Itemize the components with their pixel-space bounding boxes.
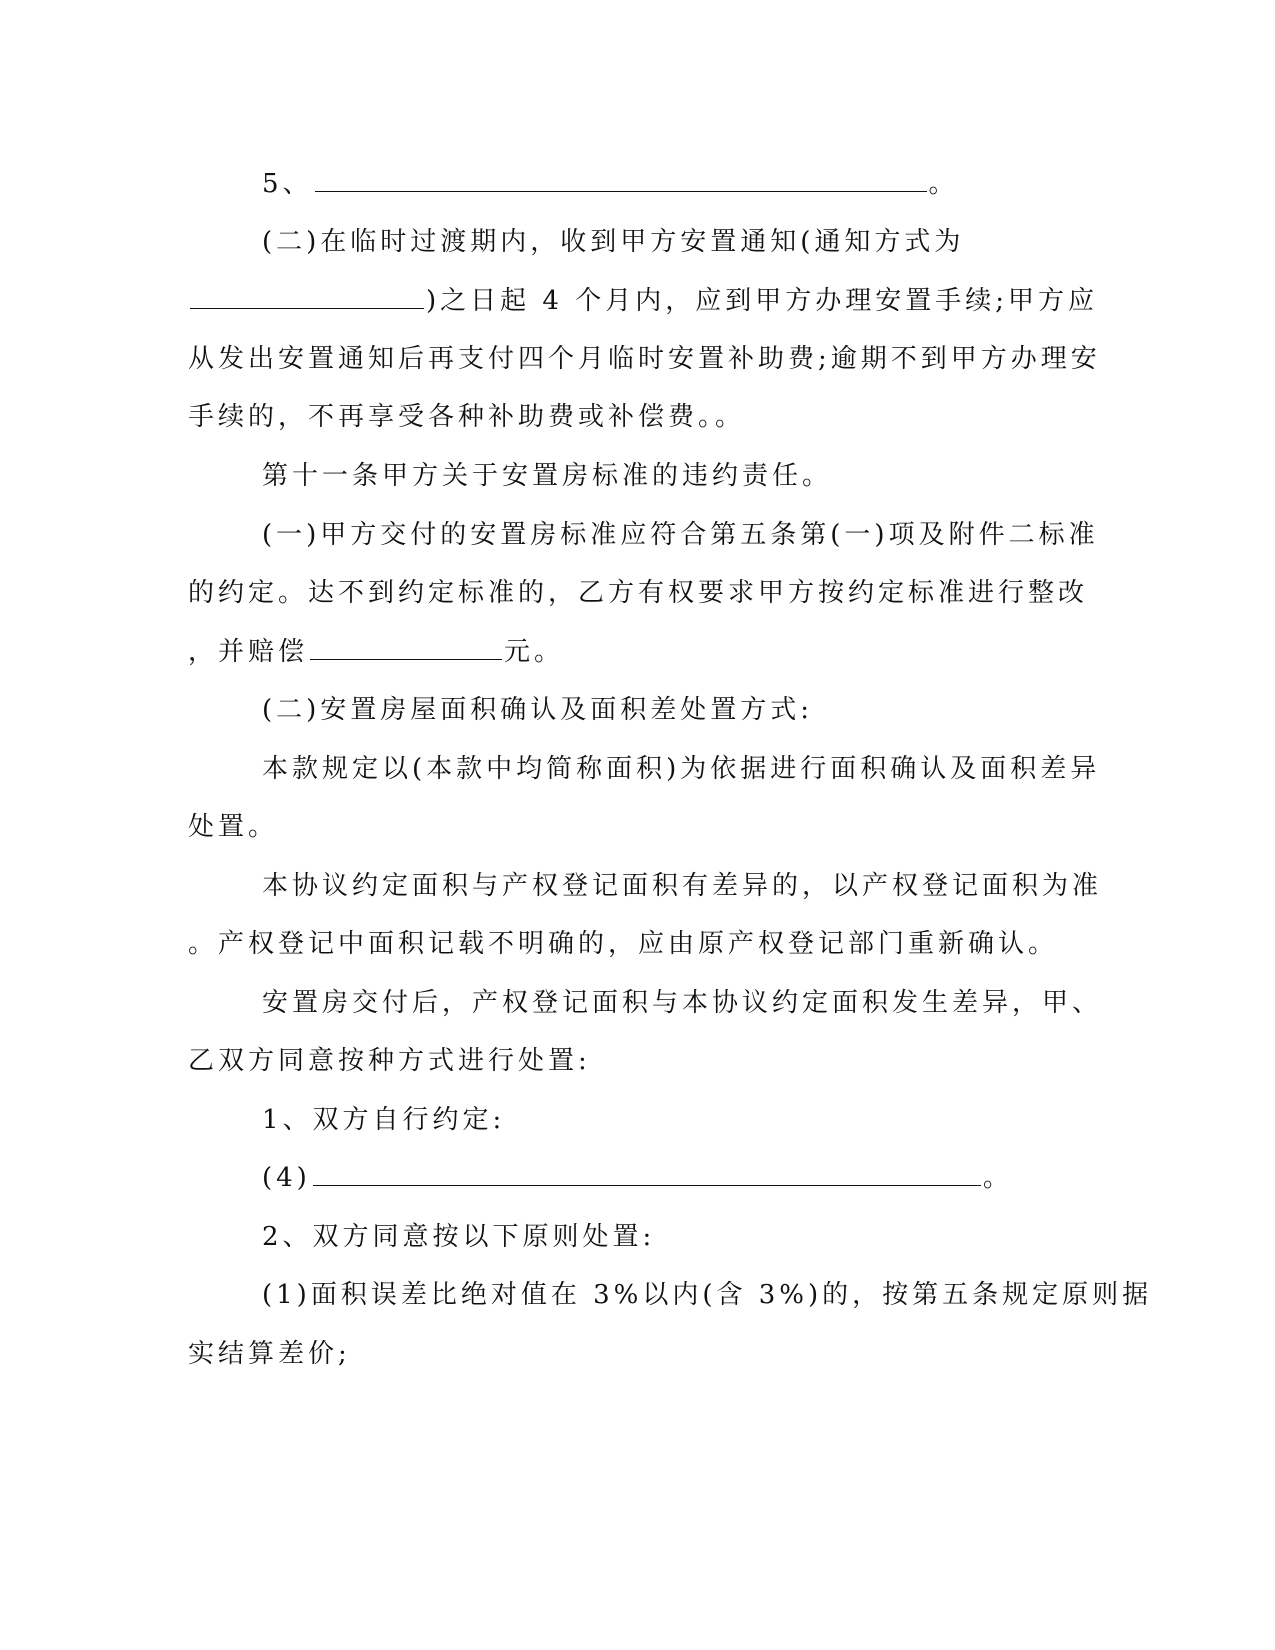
paragraph-line: 实结算差价; [188, 1339, 351, 1369]
item-4-prefix: (4) [262, 1163, 311, 1193]
paragraph-line: 本协议约定面积与产权登记面积有差异的，以产权登记面积为准 [262, 871, 1103, 901]
paragraph-line: 安置房交付后，产权登记面积与本协议约定面积发生差异，甲、 [262, 988, 1103, 1018]
clause-item-5 [262, 167, 1162, 201]
paragraph-line: 的约定。达不到约定标准的，乙方有权要求甲方按约定标准进行整改 [188, 578, 1089, 608]
paragraph-line: 手续的，不再享受各种补助费或补偿费。。 [188, 402, 746, 432]
paragraph-line: (一)甲方交付的安置房标准应符合第五条第(一)项及附件二标准 [262, 520, 1099, 550]
blank-field [190, 284, 424, 309]
paragraph-line: (二)安置房屋面积确认及面积差处置方式: [262, 695, 814, 725]
paragraph-line: (1)面积误差比绝对值在 3%以内(含 3%)的，按第五条规定原则据 [262, 1280, 1153, 1310]
paragraph-line: 乙双方同意按种方式进行处置: [188, 1046, 591, 1076]
list-item: 1、双方自行约定: [262, 1105, 506, 1135]
paragraph-text: ，并赔偿 [188, 637, 309, 667]
blank-field [315, 167, 927, 192]
paragraph-line: (二)在临时过渡期内，收到甲方安置通知(通知方式为 [262, 227, 965, 257]
paragraph-text: 元。 [504, 637, 565, 667]
article-heading: 第十一条甲方关于安置房标准的违约责任。 [262, 461, 833, 491]
blank-field [310, 635, 502, 660]
item-4-suffix: 。 [982, 1163, 1013, 1193]
clause-item-4 [262, 1161, 1162, 1195]
paragraph-line: 从发出安置通知后再支付四个月临时安置补助费;逾期不到甲方办理安 [188, 344, 1101, 374]
blank-field [313, 1161, 981, 1186]
paragraph-line: 。产权登记中面积记载不明确的，应由原产权登记部门重新确认。 [188, 929, 1059, 959]
paragraph-text: )之日起 4 个月内，应到甲方办理安置手续;甲方应 [426, 286, 1098, 316]
item-5-suffix: 。 [928, 169, 959, 199]
list-item: 2、双方同意按以下原则处置: [262, 1222, 656, 1252]
paragraph-line-with-blank [188, 284, 1098, 318]
paragraph-line: 处置。 [188, 812, 279, 842]
item-5-prefix: 5、 [262, 169, 313, 199]
paragraph-line: 本款规定以(本款中均简称面积)为依据进行面积确认及面积差异 [262, 754, 1101, 784]
paragraph-line-with-blank [188, 635, 1088, 669]
